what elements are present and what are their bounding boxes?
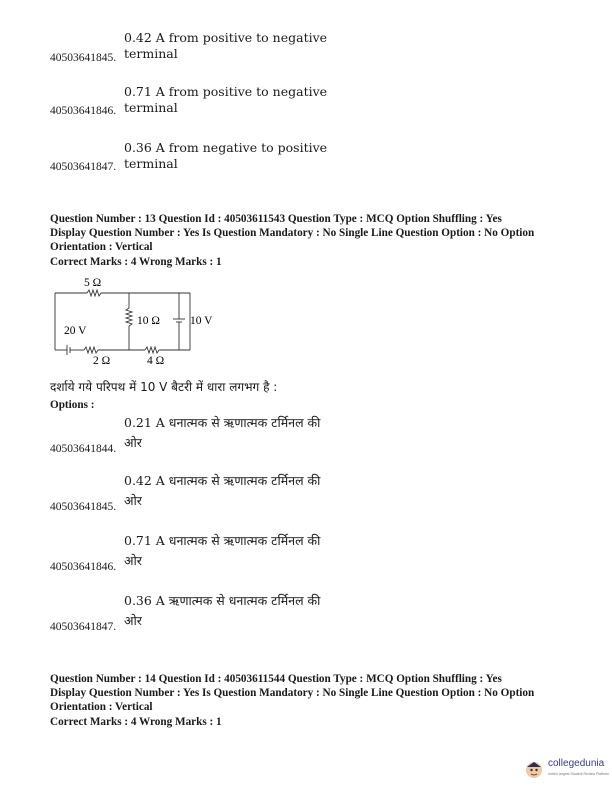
option-id: 40503641845. — [50, 501, 117, 513]
option-id: 40503641845. — [50, 52, 117, 64]
collegedunia-logo: collegedunia India's largest Student Review Platform — [524, 759, 609, 779]
label-10-volt: 10 V — [190, 315, 213, 327]
circuit-diagram — [40, 272, 213, 368]
question-14-header: Question Number : 14 Question Id : 40503611544 Question Type : MCQ Option Shuffling : Yes Display Question Number : Yes Is Question Mandatory : No Single Line Question Option : No Option Orientation : Vertical — [50, 673, 535, 713]
label-20-volt: 20 V — [64, 325, 87, 337]
option-id: 40503641846. — [50, 561, 117, 573]
option-id: 40503641844. — [50, 443, 117, 455]
question-text: दर्शाये गये परिपथ में 10 V बैटरी में धारा लगभग है : — [50, 380, 278, 394]
option-text: 0.36 A from negative to positive terminal — [124, 140, 328, 171]
question-13-marks: Correct Marks : 4 Wrong Marks : 1 — [50, 256, 222, 268]
option-text: 0.71 A धनात्मक से ऋणात्मक टर्मिनल की ओर — [124, 533, 321, 568]
label-5-ohm: 5 Ω — [84, 277, 102, 289]
option-text: 0.36 A ऋणात्मक से धनात्मक टर्मिनल की ओर — [124, 593, 321, 628]
option-id: 40503641847. — [50, 621, 117, 633]
label-10-ohm: 10 Ω — [137, 315, 160, 327]
label-4-ohm: 4 Ω — [147, 355, 165, 367]
option-text: 0.42 A धनात्मक से ऋणात्मक टर्मिनल की ओर — [124, 473, 321, 508]
question-13-header: Question Number : 13 Question Id : 40503611543 Question Type : MCQ Option Shuffling : Yes Display Question Number : Yes Is Question Mandatory : No Single Line Question Option : No Option Orientation : Vertical — [50, 213, 535, 253]
option-text: 0.21 A धनात्मक से ऋणात्मक टर्मिनल की ओर — [124, 415, 321, 450]
mascot-icon — [524, 759, 544, 779]
question-14-marks: Correct Marks : 4 Wrong Marks : 1 — [50, 716, 222, 728]
label-2-ohm: 2 Ω — [93, 355, 111, 367]
option-id: 40503641847. — [50, 161, 117, 173]
option-text: 0.71 A from positive to negative terminal — [124, 84, 328, 115]
option-text: 0.42 A from positive to negative terminal — [124, 30, 328, 61]
option-id: 40503641846. — [50, 105, 117, 117]
options-label: Options : — [50, 399, 95, 411]
